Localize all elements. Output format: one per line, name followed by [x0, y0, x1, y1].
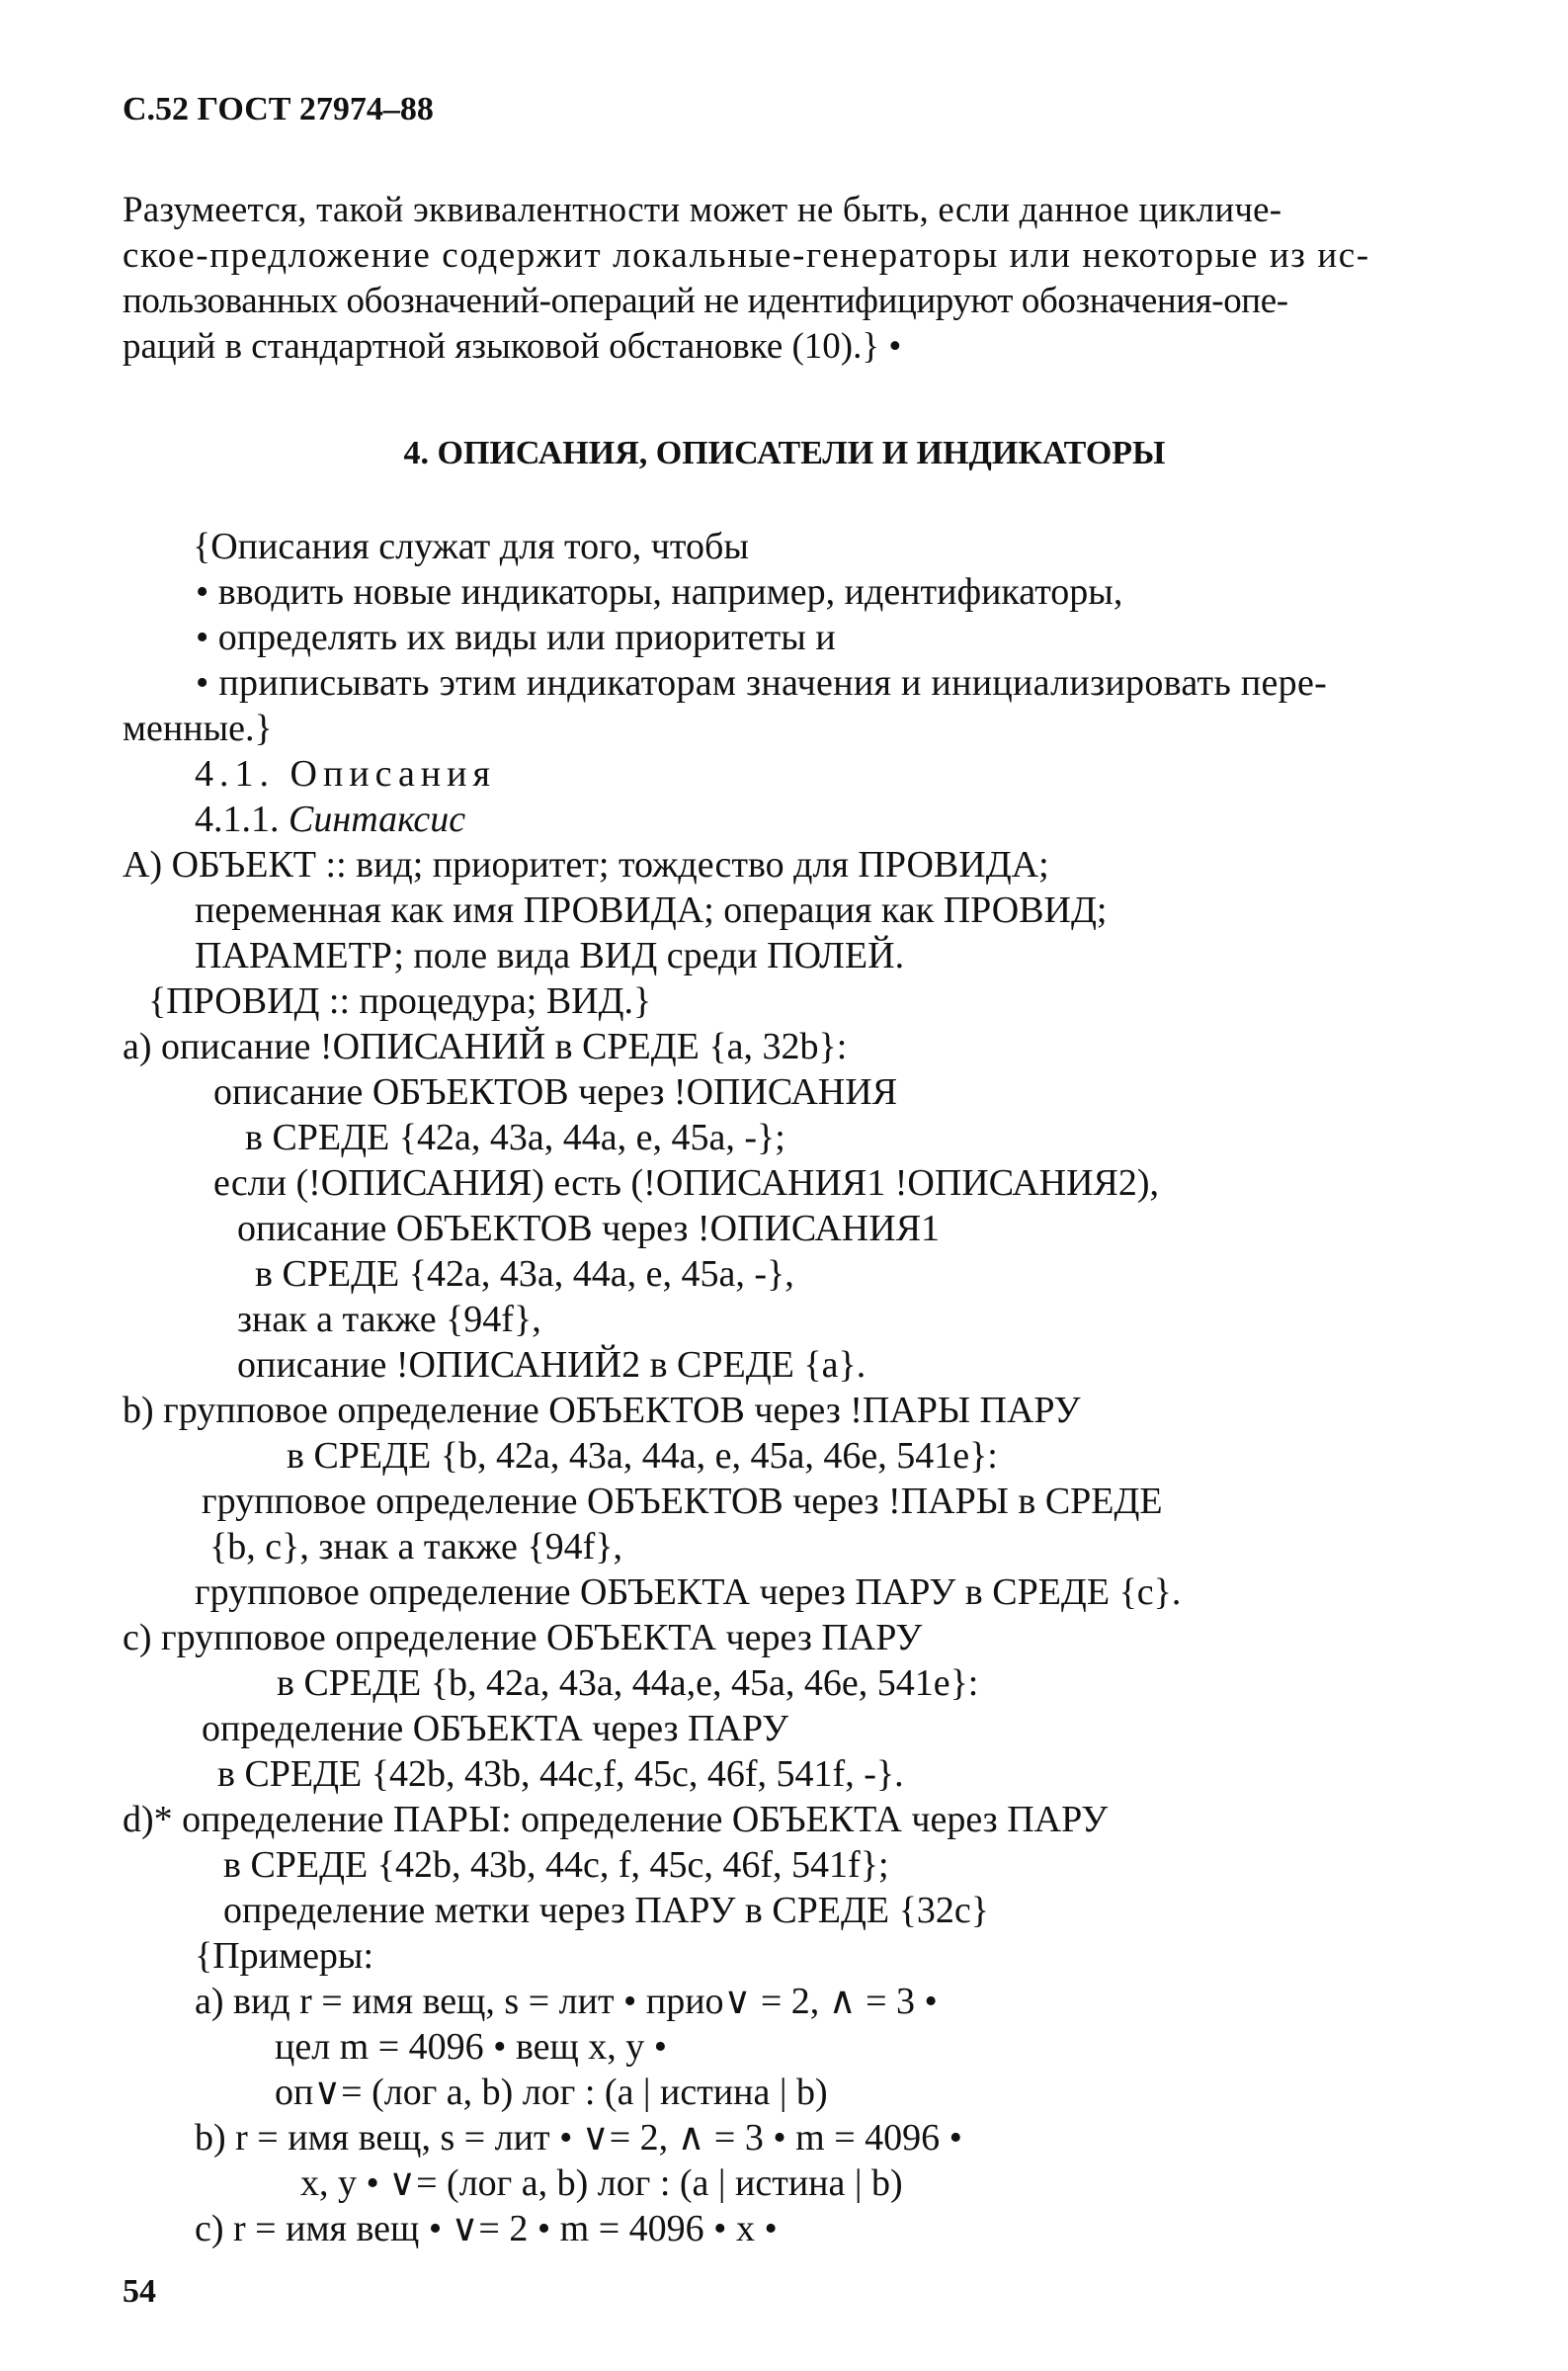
example-line: c) r = имя вещ • ∨= 2 • m = 4096 • x •: [195, 2208, 778, 2249]
syntax-line: групповое определение ОБЪЕКТА через ПАРУ в СРЕДЕ {c}.: [195, 1571, 1182, 1613]
example-line: оп∨= (лог a, b) лог : (a | истина | b): [275, 2072, 828, 2113]
syntax-line: {b, c}, знак а также {94f},: [209, 1526, 623, 1567]
syntax-line: в СРЕДЕ {b, 42a, 43a, 44a,e, 45a, 46e, 541e}:: [277, 1662, 979, 1704]
subsection-heading: 4.1. Описания: [195, 753, 496, 795]
syntax-line: ПАРАМЕТР; поле вида ВИД среди ПОЛЕЙ.: [195, 935, 905, 976]
bullet-item: • приписывать этим индикаторам значения и инициализировать пере-: [196, 662, 1328, 704]
examples-heading: {Примеры:: [195, 1935, 374, 1977]
example-line: x, y • ∨= (лог a, b) лог : (a | истина | b): [300, 2162, 903, 2204]
syntax-line: определение метки через ПАРУ в СРЕДЕ {32c}: [223, 1890, 989, 1931]
syntax-line: d)* определение ПАРЫ: определение ОБЪЕКТА через ПАРУ: [123, 1799, 1109, 1840]
syntax-line: групповое определение ОБЪЕКТОВ через !ПАРЫ в СРЕДЕ: [202, 1481, 1163, 1522]
syntax-line: описание !ОПИСАНИЙ2 в СРЕДЕ {a}.: [237, 1344, 867, 1386]
syntax-line: определение ОБЪЕКТА через ПАРУ: [202, 1708, 789, 1749]
paragraph-line: ское-предложение содержит локальные-генераторы или некоторые из ис-: [123, 235, 1370, 276]
syntax-line: если (!ОПИСАНИЯ) есть (!ОПИСАНИЯ1 !ОПИСАНИЯ2),: [213, 1162, 1160, 1204]
example-line: a) вид r = имя вещ, s = лит • прио∨ = 2, ∧ = 3 •: [195, 1981, 938, 2022]
subsubsection-title: Синтаксис: [289, 799, 466, 840]
subsubsection-heading: [195, 797, 465, 842]
syntax-line: {ПРОВИД :: процедура; ВИД.}: [148, 980, 652, 1022]
paragraph-line: Разумеется, такой эквивалентности может не быть, если данное цикличе-: [123, 190, 1282, 230]
example-line: цел m = 4096 • вещ x, y •: [275, 2026, 668, 2068]
section-title: 4. ОПИСАНИЯ, ОПИСАТЕЛИ И ИНДИКАТОРЫ: [403, 435, 1166, 471]
syntax-line: в СРЕДЕ {42a, 43a, 44a, e, 45a, -};: [245, 1117, 785, 1158]
syntax-line: в СРЕДЕ {42b, 43b, 44c, f, 45c, 46f, 541f};: [223, 1844, 889, 1886]
syntax-line: описание ОБЪЕКТОВ через !ОПИСАНИЯ1: [237, 1208, 941, 1249]
syntax-line: в СРЕДЕ {b, 42a, 43a, 44a, e, 45a, 46e, 541e}:: [287, 1435, 998, 1477]
example-line: b) r = имя вещ, s = лит • ∨= 2, ∧ = 3 • m = 4096 •: [195, 2117, 962, 2159]
bullet-item: • вводить новые индикаторы, например, идентификаторы,: [196, 571, 1123, 613]
intro-paragraph: [123, 188, 1446, 370]
syntax-line: знак а также {94f},: [237, 1299, 541, 1340]
syntax-line: в СРЕДЕ {42b, 43b, 44c,f, 45c, 46f, 541f, -}.: [217, 1753, 904, 1795]
syntax-line: a) описание !ОПИСАНИЙ в СРЕДЕ {a, 32b}:: [123, 1026, 848, 1067]
section-intro-line: {Описания служат для того, чтобы: [193, 526, 749, 567]
syntax-line: описание ОБЪЕКТОВ через !ОПИСАНИЯ: [213, 1071, 898, 1113]
paragraph-line: раций в стандартной языковой обстановке (10).} •: [123, 326, 902, 367]
syntax-line: в СРЕДЕ {42a, 43a, 44a, e, 45a, -},: [255, 1253, 794, 1295]
page-number: 54: [123, 2273, 156, 2310]
running-header: С.52 ГОСТ 27974–88: [123, 91, 434, 127]
paragraph-line: пользованных обозначений-операций не идентифицируют обозначения-опе-: [123, 281, 1288, 321]
syntax-line: b) групповое определение ОБЪЕКТОВ через !ПАРЫ ПАРУ: [123, 1390, 1081, 1431]
syntax-line: A) ОБЪЕКТ :: вид; приоритет; тождество для ПРОВИДА;: [123, 844, 1049, 886]
subsubsection-number: 4.1.1.: [195, 799, 280, 840]
section-intro-line: менные.}: [123, 708, 273, 749]
syntax-line: c) групповое определение ОБЪЕКТА через ПАРУ: [123, 1617, 923, 1658]
bullet-item: • определять их виды или приоритеты и: [196, 617, 836, 658]
syntax-line: переменная как имя ПРОВИДА; операция как ПРОВИД;: [195, 889, 1108, 931]
